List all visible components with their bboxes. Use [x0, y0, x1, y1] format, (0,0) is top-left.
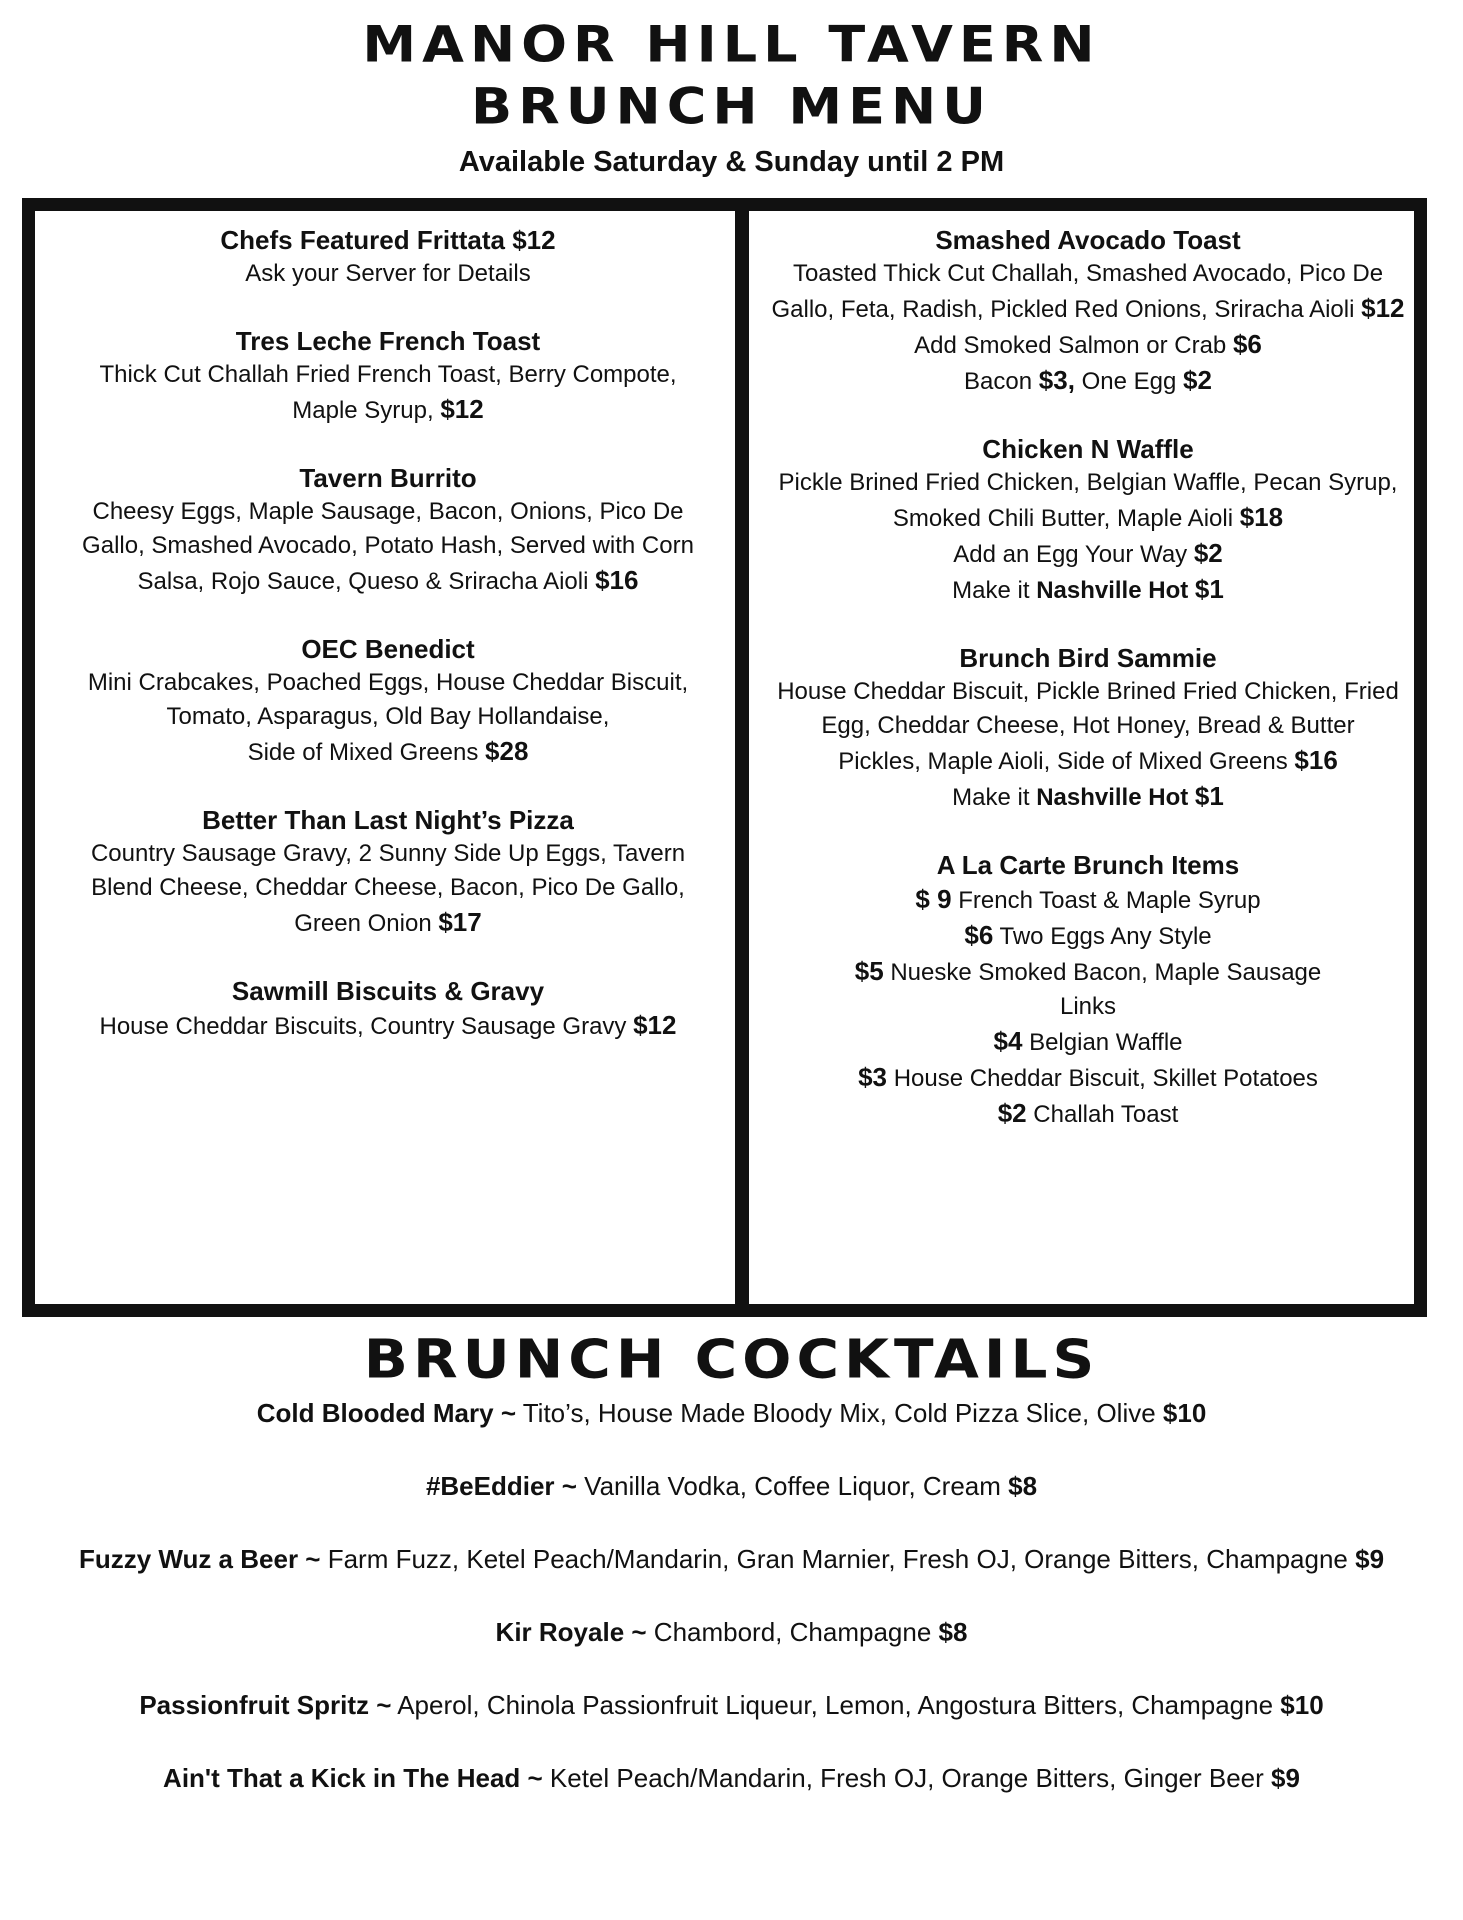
a-la-carte-line — [753, 1024, 1423, 1060]
item-description: French Toast & Maple Syrup — [958, 887, 1261, 914]
item-description: House Cheddar Biscuit, Skillet Potatoes — [893, 1065, 1318, 1092]
addon-price: $1 — [1194, 574, 1224, 604]
item-description: Belgian Waffle — [1029, 1029, 1183, 1056]
menu-item-french-toast — [43, 324, 733, 428]
addon-text: One Egg — [1081, 368, 1177, 395]
addon-text: Add Smoked Salmon or Crab — [914, 332, 1227, 359]
restaurant-name: MANOR HILL TAVERN — [362, 15, 1101, 74]
cocktail-name: Fuzzy Wuz a Beer ~ — [78, 1544, 321, 1574]
item-name: Better Than Last Night’s Pizza — [202, 805, 574, 835]
item-description: Toasted Thick Cut Challah, Smashed Avocado, Pico De — [792, 260, 1384, 287]
menu-item-biscuits-gravy — [43, 974, 733, 1044]
item-description: House Cheddar Biscuits, Country Sausage Gravy — [99, 1013, 627, 1040]
cocktail-item — [0, 1469, 1463, 1503]
item-description: Green Onion — [294, 910, 432, 937]
item-description: Pickle Brined Fried Chicken, Belgian Waffle, Pecan Syrup, — [778, 469, 1398, 496]
menu-item-bird-sammie — [753, 641, 1423, 815]
item-name: Tres Leche French Toast — [235, 326, 541, 356]
item-price: $18 — [1239, 502, 1284, 532]
item-description: Smoked Chili Butter, Maple Aioli — [892, 505, 1234, 532]
item-description: House Cheddar Biscuit, Pickle Brined Fried Chicken, Fried — [777, 678, 1399, 705]
menu-item-avocado-toast — [753, 223, 1423, 399]
menu-header — [0, 14, 1463, 180]
cocktail-price: $8 — [938, 1617, 968, 1647]
menu-item-frittata — [43, 223, 733, 291]
cocktails-header — [0, 1326, 1463, 1392]
cocktail-price: $10 — [1162, 1398, 1207, 1428]
cocktails-title: BRUNCH COCKTAILS — [363, 1327, 1100, 1391]
cocktail-price: $8 — [1008, 1471, 1038, 1501]
cocktail-ingredients: Chambord, Champagne — [646, 1617, 939, 1647]
menu-item-burrito — [43, 461, 733, 599]
item-description: Nueske Smoked Bacon, Maple Sausage — [890, 959, 1322, 986]
addon-text: Make it — [952, 577, 1030, 604]
addon-text: Add an Egg Your Way — [953, 541, 1188, 568]
item-description: Cheesy Eggs, Maple Sausage, Bacon, Onions, Pico De — [92, 498, 684, 525]
cocktail-price: $9 — [1355, 1544, 1385, 1574]
item-description: Maple Syrup, — [292, 397, 434, 424]
cocktail-ingredients: Vanilla Vodka, Coffee Liquor, Cream — [576, 1471, 1009, 1501]
item-price: $6 — [964, 920, 994, 950]
item-name: Brunch Bird Sammie — [959, 643, 1217, 673]
availability-note: Available Saturday & Sunday until 2 PM — [458, 146, 1005, 178]
a-la-carte-line — [753, 882, 1423, 918]
item-description: Two Eggs Any Style — [999, 923, 1212, 950]
item-price: $12 — [440, 394, 484, 424]
cocktail-item — [0, 1688, 1463, 1722]
item-price: $12 — [633, 1010, 677, 1040]
item-price: $ 9 — [915, 884, 952, 914]
item-price: $28 — [485, 736, 529, 766]
brunch-menu-box — [22, 198, 1427, 1317]
cocktail-price: $10 — [1280, 1690, 1324, 1720]
item-description: Salsa, Rojo Sauce, Queso & Sriracha Aioli — [137, 568, 589, 595]
item-price: $12 — [512, 225, 556, 255]
a-la-carte-line — [753, 918, 1423, 954]
cocktail-name: Passionfruit Spritz ~ — [139, 1690, 392, 1720]
a-la-carte-line — [753, 1060, 1423, 1096]
item-description: Side of Mixed Greens — [247, 739, 479, 766]
cocktail-name: Cold Blooded Mary ~ — [256, 1398, 517, 1428]
cocktail-name: Ain't That a Kick in The Head ~ — [163, 1763, 543, 1793]
addon-highlight: Nashville Hot — [1036, 577, 1189, 604]
cocktail-ingredients: Aperol, Chinola Passionfruit Liqueur, Lemon, Angostura Bitters, Champagne — [391, 1690, 1281, 1720]
item-description: Ask your Server for Details — [245, 260, 531, 287]
item-name: A La Carte Brunch Items — [936, 850, 1240, 880]
menu-item-a-la-carte — [753, 848, 1423, 1132]
item-description: Blend Cheese, Cheddar Cheese, Bacon, Pico De Gallo, — [91, 874, 685, 901]
item-description: Thick Cut Challah Fried French Toast, Berry Compote, — [99, 361, 677, 388]
column-divider — [735, 211, 749, 1304]
cocktail-name: #BeEddier ~ — [425, 1471, 577, 1501]
menu-item-chicken-waffle — [753, 432, 1423, 608]
cocktail-ingredients: Tito’s, House Made Bloody Mix, Cold Pizza Slice, Olive — [516, 1398, 1163, 1428]
addon-price: $1 — [1194, 781, 1224, 811]
item-name: Chefs Featured Frittata — [220, 225, 505, 255]
item-price: $2 — [997, 1098, 1027, 1128]
cocktail-item — [0, 1615, 1463, 1649]
menu-item-benedict — [43, 632, 733, 770]
item-price: $5 — [854, 956, 884, 986]
item-price: $17 — [438, 907, 482, 937]
cocktail-ingredients: Ketel Peach/Mandarin, Fresh OJ, Orange Bitters, Ginger Beer — [542, 1763, 1272, 1793]
a-la-carte-line — [753, 954, 1423, 990]
menu-item-pizza — [43, 803, 733, 941]
item-description: Links — [1059, 993, 1117, 1020]
item-name: Smashed Avocado Toast — [935, 225, 1241, 255]
cocktail-item — [0, 1396, 1463, 1430]
item-price: $16 — [595, 565, 639, 595]
item-description: Egg, Cheddar Cheese, Hot Honey, Bread & Butter — [821, 712, 1355, 739]
item-price: $12 — [1361, 293, 1405, 323]
cocktail-name: Kir Royale ~ — [495, 1617, 647, 1647]
menu-title: BRUNCH MENU — [470, 77, 993, 136]
item-description: Mini Crabcakes, Poached Eggs, House Cheddar Biscuit, — [87, 669, 689, 696]
addon-text: Bacon — [964, 368, 1033, 395]
right-column — [753, 223, 1423, 1165]
left-column — [43, 223, 733, 1077]
cocktail-ingredients: Farm Fuzz, Ketel Peach/Mandarin, Gran Marnier, Fresh OJ, Orange Bitters, Champagne — [320, 1544, 1356, 1574]
item-price: $16 — [1294, 745, 1338, 775]
item-description: Country Sausage Gravy, 2 Sunny Side Up Eggs, Tavern — [90, 840, 686, 867]
addon-text: Make it — [952, 784, 1030, 811]
item-description: Gallo, Feta, Radish, Pickled Red Onions, Sriracha Aioli — [771, 296, 1355, 323]
addon-highlight: Nashville Hot — [1036, 784, 1189, 811]
item-description: Challah Toast — [1033, 1101, 1179, 1128]
item-description: Gallo, Smashed Avocado, Potato Hash, Served with Corn — [82, 532, 694, 559]
addon-price: $2 — [1183, 365, 1212, 395]
cocktail-price: $9 — [1271, 1763, 1300, 1793]
cocktails-list — [0, 1396, 1463, 1834]
cocktail-item — [0, 1761, 1463, 1795]
item-name: Chicken N Waffle — [982, 434, 1194, 464]
addon-price: $6 — [1232, 329, 1262, 359]
item-name: OEC Benedict — [301, 634, 475, 664]
cocktail-item — [0, 1542, 1463, 1576]
item-price: $4 — [993, 1026, 1023, 1056]
item-name: Tavern Burrito — [299, 463, 477, 493]
item-description: Pickles, Maple Aioli, Side of Mixed Greens — [838, 748, 1288, 775]
addon-price: $2 — [1193, 538, 1223, 568]
a-la-carte-line — [753, 1096, 1423, 1132]
item-name: Sawmill Biscuits & Gravy — [231, 976, 545, 1006]
item-price: $3 — [858, 1062, 888, 1092]
item-description: Tomato, Asparagus, Old Bay Hollandaise, — [166, 703, 610, 730]
addon-price: $3, — [1038, 365, 1075, 395]
